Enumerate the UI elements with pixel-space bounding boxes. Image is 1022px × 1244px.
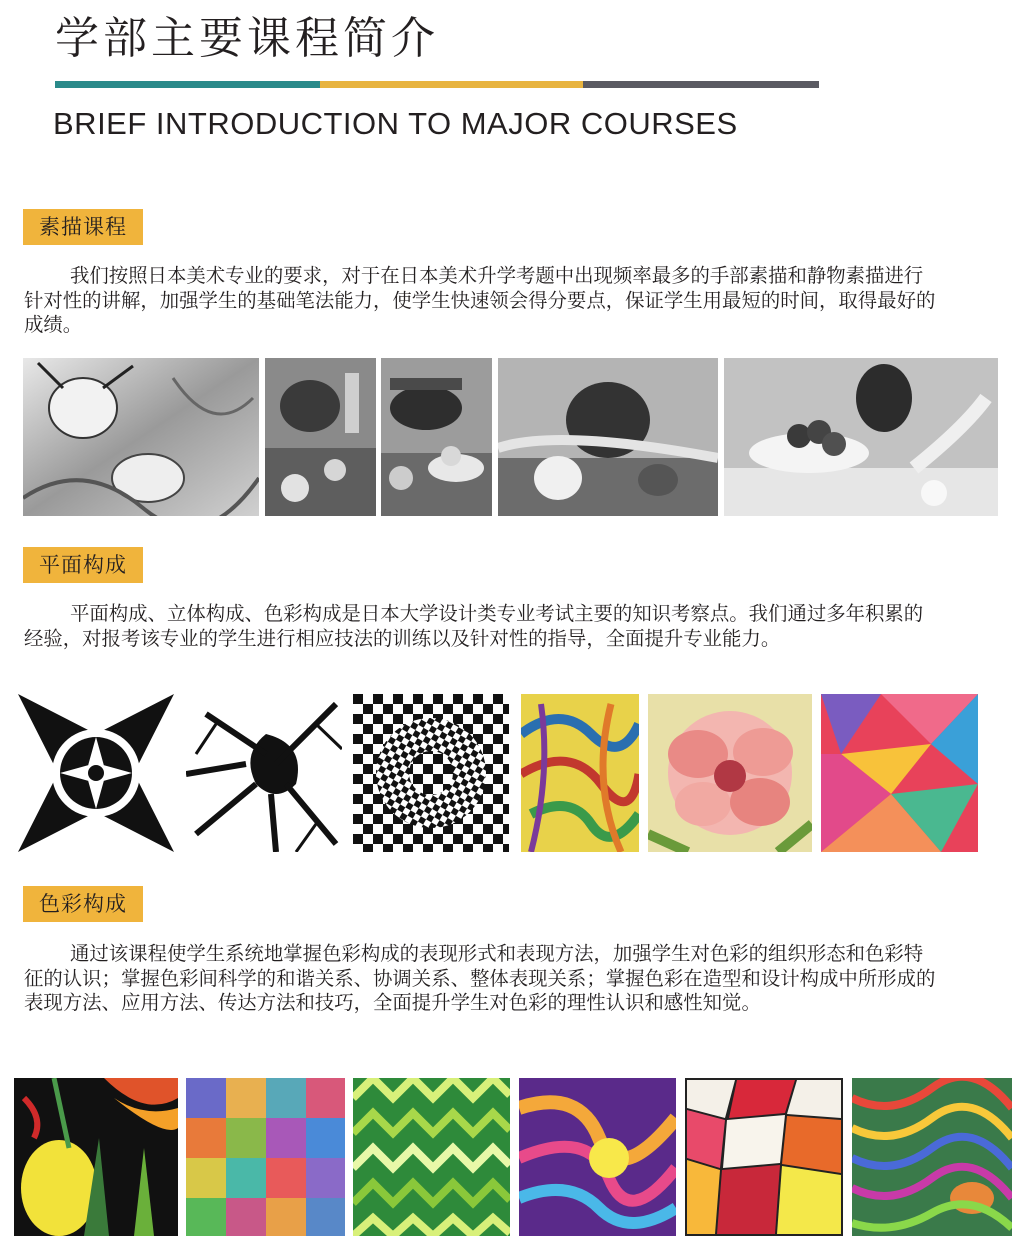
section-heading-plane: 平面构成	[23, 547, 143, 583]
sketch-image-vase	[498, 358, 718, 516]
plane-image-geometric-star	[18, 694, 174, 852]
title-divider	[55, 81, 819, 88]
sketch-image-skull	[23, 358, 259, 516]
color-image-flow	[519, 1078, 676, 1236]
section-heading-sketch: 素描课程	[23, 209, 143, 245]
plane-image-triangle-facets	[821, 694, 978, 852]
sketch-image-jar	[265, 358, 376, 516]
page-title: 学部主要课程简介	[55, 13, 439, 64]
plane-image-crack	[186, 694, 342, 852]
section-body-color: 通过该课程使学生系统地掌握色彩构成的表现形式和表现方法，加强学生对色彩的组织形态和色彩特征的认识；掌握色彩间科学的和谐关系、协调关系、整体表现关系；掌握色彩在造型和设计构成中所形成的表现方法、应用方法、传达方法和技巧，全面提升学生对色彩的理性认识和感性知觉。	[24, 942, 936, 1014]
color-image-wavy-lines	[852, 1078, 1012, 1236]
color-image-plants	[14, 1078, 178, 1236]
plane-image-checkerboard	[353, 694, 509, 852]
divider-segment-gray	[583, 81, 819, 88]
sketch-image-pot	[381, 358, 492, 516]
divider-segment-yellow	[320, 81, 583, 88]
sketch-image-fruit	[724, 358, 998, 516]
section-body-plane: 平面构成、立体构成、色彩构成是日本大学设计类专业考试主要的知识考察点。我们通过多年积累的经验，对报考该专业的学生进行相应技法的训练以及针对性的指导，全面提升专业能力。	[24, 602, 924, 650]
plane-image-mosaic-flower	[648, 694, 812, 852]
section-heading-color: 色彩构成	[23, 886, 143, 922]
page-subtitle: BRIEF INTRODUCTION TO MAJOR COURSES	[53, 106, 738, 141]
color-image-chevron	[353, 1078, 510, 1236]
divider-segment-teal	[55, 81, 320, 88]
color-image-patchwork	[186, 1078, 345, 1236]
plane-image-swirl	[521, 694, 639, 852]
section-body-sketch: 我们按照日本美术专业的要求，对于在日本美术升学考题中出现频率最多的手部素描和静物素描进行针对性的讲解，加强学生的基础笔法能力，使学生快速领会得分要点，保证学生用最短的时间，取得最好的成绩。	[24, 264, 936, 336]
color-image-stained-glass	[685, 1078, 843, 1236]
